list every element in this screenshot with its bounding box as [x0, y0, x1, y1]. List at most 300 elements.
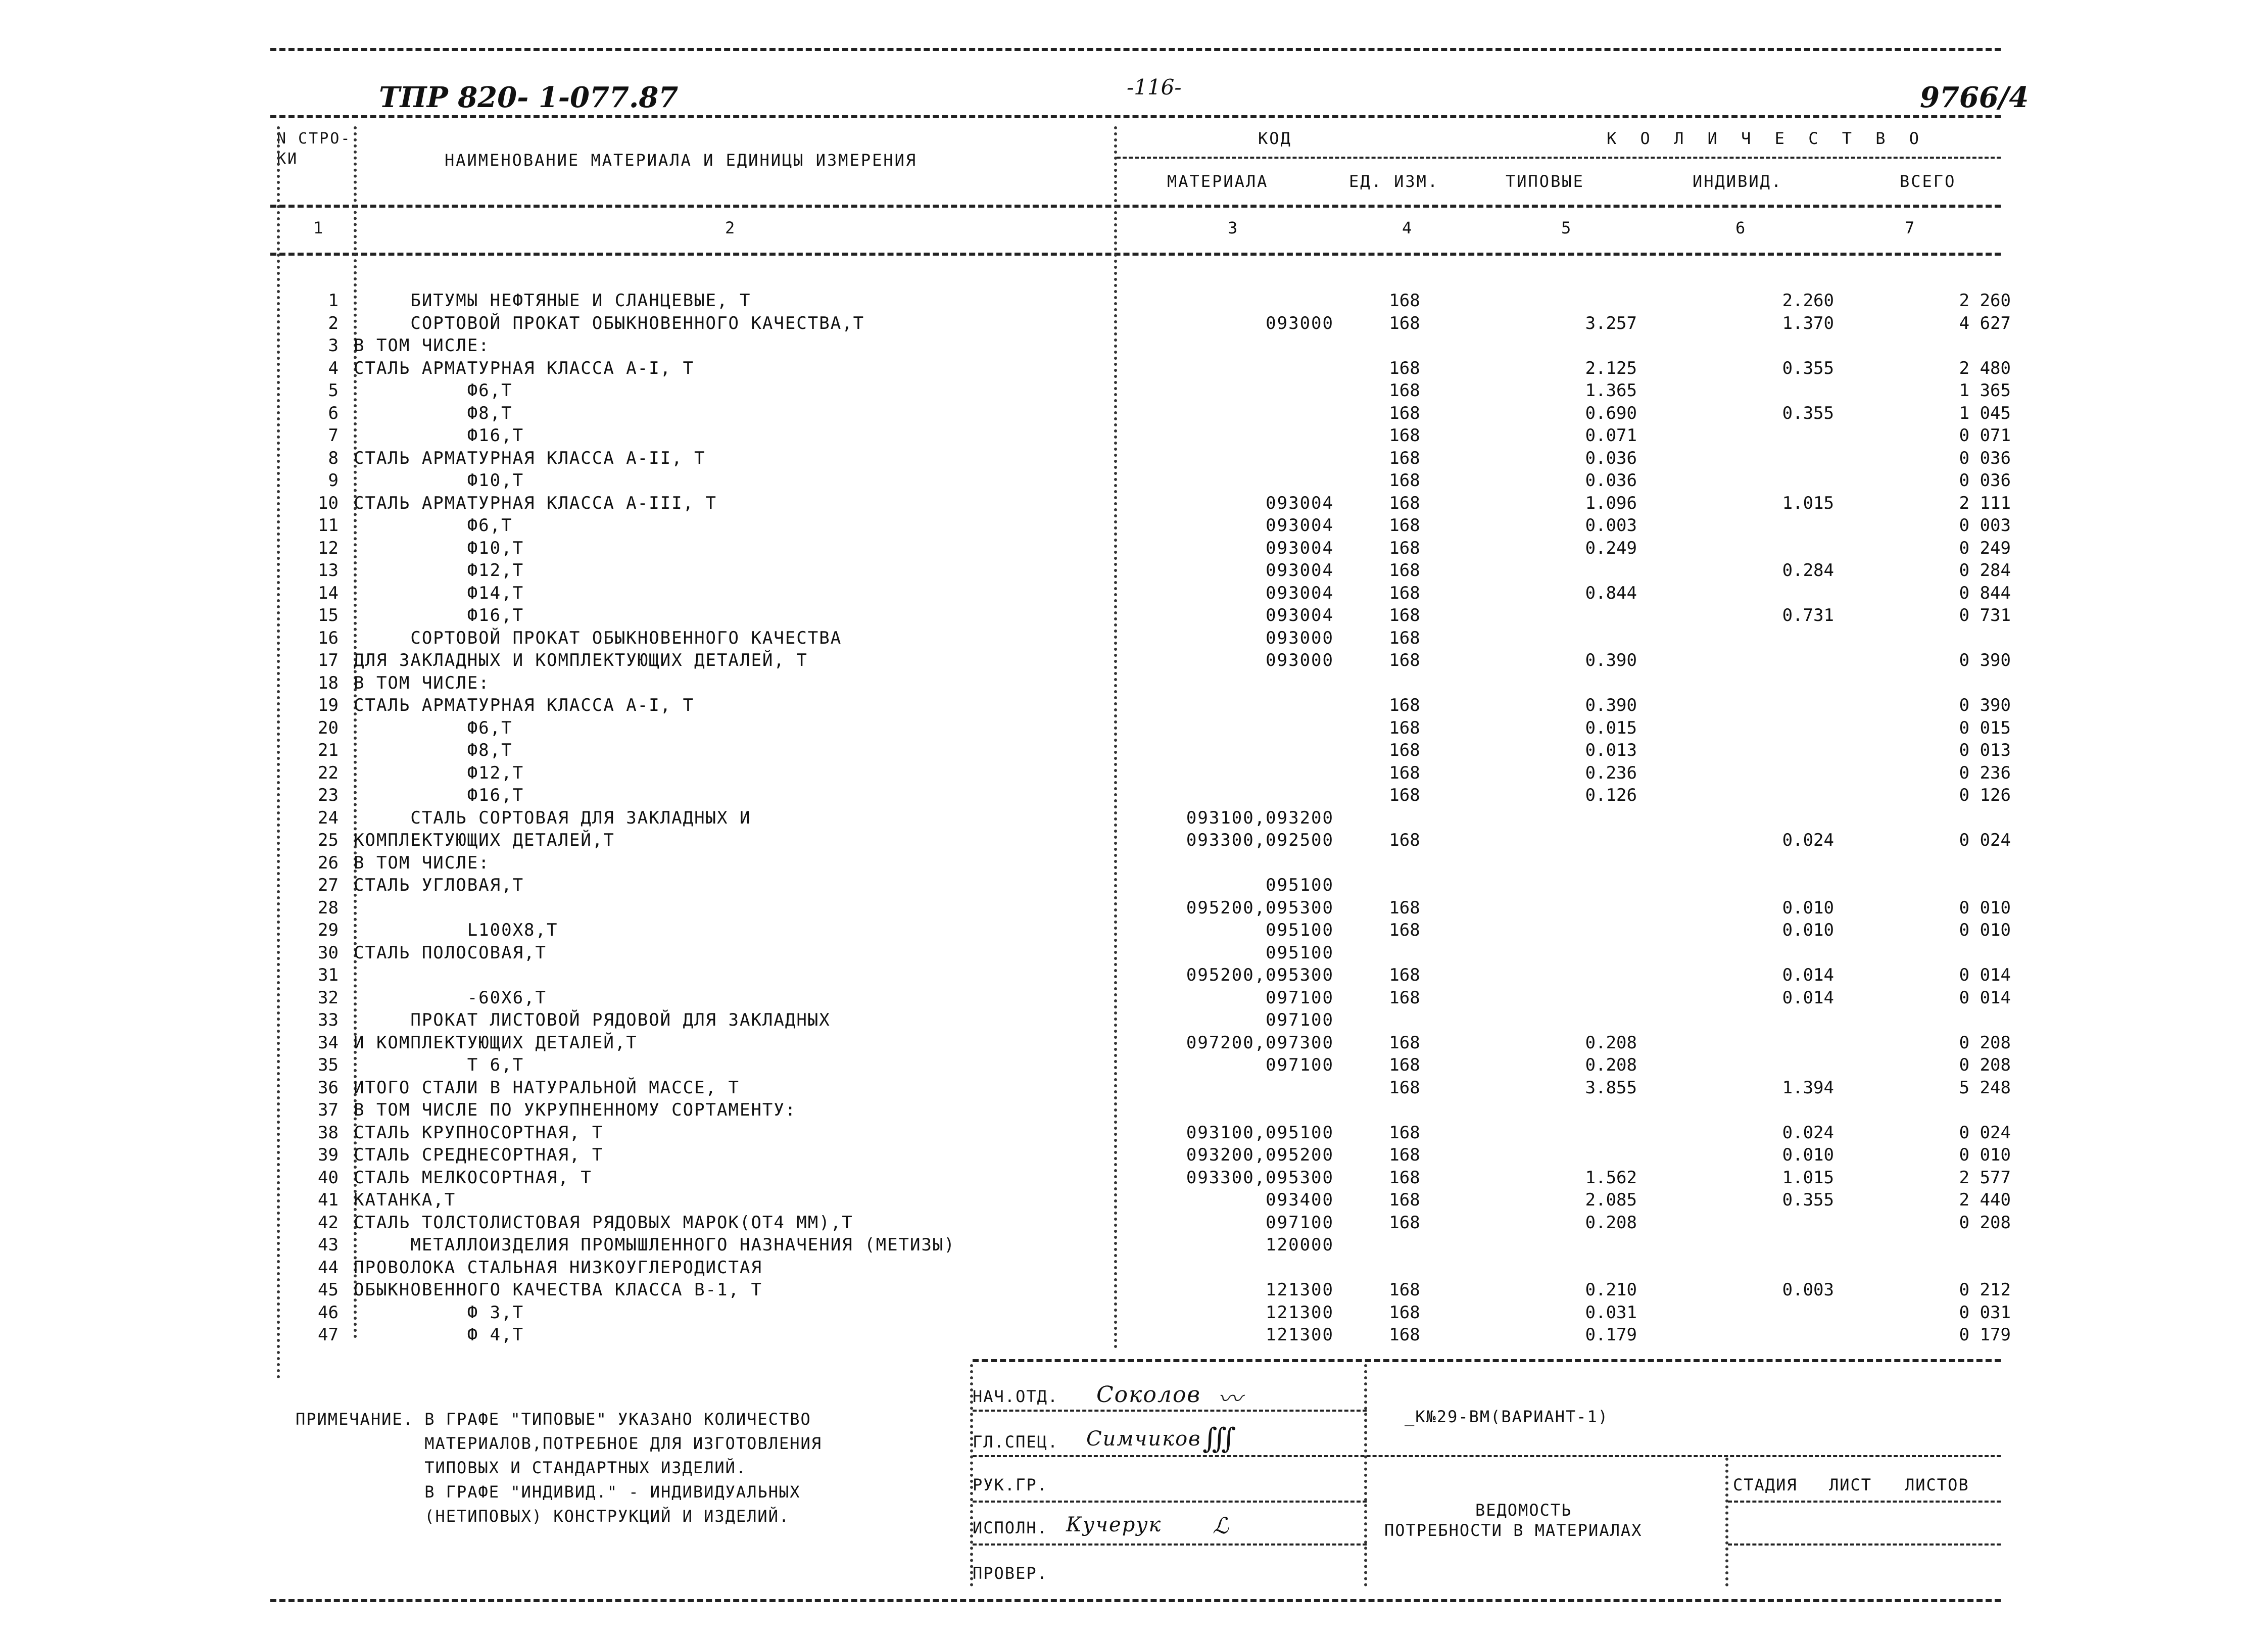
- sheets-label: ЛИСТОВ: [1905, 1475, 1969, 1494]
- material-name: Ф 4,Т: [354, 1325, 524, 1345]
- unit-code: 168: [1389, 1302, 1420, 1323]
- qty-total: 4 627: [1959, 313, 2011, 333]
- qty-total: 0 031: [1959, 1302, 2011, 1323]
- qty-total: 0 208: [1959, 1032, 2011, 1053]
- qty-total: 0 014: [1959, 987, 2011, 1008]
- material-name: СТАЛЬ АРМАТУРНАЯ КЛАССА А-III, Т: [354, 493, 717, 513]
- header-code-material: МАТЕРИАЛА: [1167, 172, 1269, 191]
- qty-typical: 2.125: [1585, 358, 1637, 378]
- table-row: [0, 1280, 2268, 1302]
- material-name: Ф6,Т: [354, 515, 513, 536]
- table-row: [0, 673, 2268, 695]
- row-number: 6: [328, 403, 339, 423]
- qty-total: 0 010: [1959, 920, 2011, 940]
- table-row: [0, 920, 2268, 942]
- qty-individual: 0.010: [1782, 920, 1834, 940]
- title-block-line: [973, 1501, 1367, 1503]
- qty-typical: 1.365: [1585, 380, 1637, 401]
- material-name: И КОМПЛЕКТУЮЩИХ ДЕТАЛЕЙ,Т: [354, 1032, 638, 1053]
- row-number: 44: [318, 1257, 339, 1278]
- table-row: [0, 628, 2268, 650]
- table-bottom-line: [973, 1359, 2001, 1362]
- qty-total: 0 024: [1959, 1122, 2011, 1143]
- title-block-divider: [1725, 1458, 1728, 1586]
- unit-code: 168: [1389, 515, 1420, 536]
- row-number: 40: [318, 1167, 339, 1188]
- signature-scribble: ℒ: [1213, 1513, 1230, 1539]
- material-name: СТАЛЬ АРМАТУРНАЯ КЛАССА А-I, Т: [354, 358, 695, 378]
- qty-individual: 0.355: [1782, 403, 1834, 423]
- table-row: [0, 988, 2268, 1010]
- row-number: 41: [318, 1190, 339, 1210]
- table-row: [0, 425, 2268, 448]
- qty-individual: 0.010: [1782, 1145, 1834, 1165]
- unit-code: 168: [1389, 403, 1420, 423]
- qty-total: 0 036: [1959, 470, 2011, 491]
- qty-typical: 0.036: [1585, 448, 1637, 468]
- unit-code: 168: [1389, 470, 1420, 491]
- table-row: [0, 1168, 2268, 1190]
- material-name: СТАЛЬ ПОЛОСОВАЯ,Т: [354, 942, 547, 963]
- top-dashed-line: [270, 48, 2001, 51]
- material-name: Ф8,Т: [354, 740, 513, 760]
- material-name: КАТАНКА,Т: [354, 1190, 456, 1210]
- qty-typical: 1.096: [1585, 493, 1637, 513]
- row-number: 38: [318, 1122, 339, 1143]
- qty-typical: 0.236: [1585, 762, 1637, 783]
- table-row: [0, 605, 2268, 628]
- qty-total: 0 015: [1959, 717, 2011, 738]
- material-code: 093004: [1266, 515, 1334, 536]
- row-number: 11: [318, 515, 339, 536]
- doc-title-line2: ПОТРЕБНОСТИ В МАТЕРИАЛАХ: [1384, 1521, 1643, 1540]
- column-number: 5: [1561, 218, 1571, 237]
- row-number: 12: [318, 538, 339, 558]
- unit-code: 168: [1389, 605, 1420, 625]
- signature-name: Кучерук: [1066, 1513, 1162, 1536]
- note-line: МАТЕРИАЛОВ,ПОТРЕБНОЕ ДЛЯ ИЗГОТОВЛЕНИЯ: [296, 1434, 823, 1453]
- row-number: 26: [318, 852, 339, 873]
- qty-total: 1 045: [1959, 403, 2011, 423]
- material-code: 093400: [1266, 1190, 1334, 1210]
- column-number: 1: [313, 218, 323, 237]
- role-checker: ПРОВЕР.: [973, 1564, 1048, 1583]
- material-code: 097100: [1266, 1010, 1334, 1030]
- qty-typical: 0.390: [1585, 650, 1637, 670]
- qty-individual: 0.024: [1782, 1122, 1834, 1143]
- qty-typical: 0.208: [1585, 1032, 1637, 1053]
- unit-code: 168: [1389, 830, 1420, 850]
- material-code: 095200,095300: [1186, 897, 1334, 918]
- qty-total: 0 284: [1959, 560, 2011, 581]
- unit-code: 168: [1389, 313, 1420, 333]
- material-code: 097100: [1266, 1055, 1334, 1075]
- stage-label: СТАДИЯ: [1733, 1475, 1798, 1494]
- table-row: [0, 335, 2268, 358]
- table-row: [0, 695, 2268, 717]
- material-name: ИТОГО СТАЛИ В НАТУРАЛЬНОЙ МАССЕ, Т: [354, 1077, 740, 1098]
- material-name: СТАЛЬ КРУПНОСОРТНАЯ, Т: [354, 1122, 604, 1143]
- qty-typical: 1.562: [1585, 1167, 1637, 1188]
- row-number: 2: [328, 313, 339, 333]
- header-name: НАИМЕНОВАНИЕ МАТЕРИАЛА И ЕДИНИЦЫ ИЗМЕРЕНИЯ: [445, 151, 918, 170]
- material-name: Ф8,Т: [354, 403, 513, 423]
- signature-scribble: 〰: [1218, 1385, 1243, 1413]
- table-row: [0, 785, 2268, 807]
- table-row: [0, 1055, 2268, 1077]
- qty-total: 0 013: [1959, 740, 2011, 760]
- unit-code: 168: [1389, 291, 1420, 311]
- unit-code: 168: [1389, 1325, 1420, 1345]
- qty-total: 0 010: [1959, 1145, 2011, 1165]
- table-row: [0, 583, 2268, 605]
- row-number: 35: [318, 1055, 339, 1075]
- role-executor: ИСПОЛН.: [973, 1518, 1048, 1537]
- qty-typical: 0.249: [1585, 538, 1637, 558]
- table-row: [0, 650, 2268, 672]
- material-code: 093300,095300: [1186, 1167, 1334, 1188]
- table-row: [0, 965, 2268, 987]
- row-number: 1: [328, 291, 339, 311]
- row-number: 4: [328, 358, 339, 378]
- row-number: 39: [318, 1145, 339, 1165]
- unit-code: 168: [1389, 1055, 1420, 1075]
- material-name: СТАЛЬ СОРТОВАЯ ДЛЯ ЗАКЛАДНЫХ И: [354, 807, 751, 828]
- table-row: [0, 313, 2268, 335]
- row-number: 10: [318, 493, 339, 513]
- table-row: [0, 740, 2268, 762]
- qty-total: 1 365: [1959, 380, 2011, 401]
- table-row: [0, 1302, 2268, 1325]
- qty-typical: 0.126: [1585, 785, 1637, 805]
- role-group-lead: РУК.ГР.: [973, 1475, 1048, 1494]
- qty-total: 0 179: [1959, 1325, 2011, 1345]
- qty-total: 0 003: [1959, 515, 2011, 536]
- row-number: 23: [318, 785, 339, 805]
- unit-code: 168: [1389, 740, 1420, 760]
- material-code: 097100: [1266, 987, 1334, 1008]
- material-code: 093004: [1266, 493, 1334, 513]
- qty-total: 2 440: [1959, 1190, 2011, 1210]
- qty-typical: 0.844: [1585, 583, 1637, 603]
- qty-typical: 3.855: [1585, 1077, 1637, 1098]
- table-row: [0, 898, 2268, 920]
- qty-individual: 0.731: [1782, 605, 1834, 625]
- qty-individual: 1.015: [1782, 1167, 1834, 1188]
- material-name: ПРОВОЛОКА СТАЛЬНАЯ НИЗКОУГЛЕРОДИСТАЯ: [354, 1257, 762, 1278]
- unit-code: 168: [1389, 1145, 1420, 1165]
- material-code: 093000: [1266, 313, 1334, 333]
- doc-code: ТПР 820- 1-077.87: [379, 81, 679, 114]
- unit-code: 168: [1389, 1212, 1420, 1233]
- row-number: 45: [318, 1280, 339, 1300]
- material-name: ДЛЯ ЗАКЛАДНЫХ И КОМПЛЕКТУЮЩИХ ДЕТАЛЕЙ, Т: [354, 650, 808, 670]
- material-code: 093004: [1266, 605, 1334, 625]
- unit-code: 168: [1389, 493, 1420, 513]
- unit-code: 168: [1389, 425, 1420, 446]
- qty-total: 5 248: [1959, 1077, 2011, 1098]
- row-number: 21: [318, 740, 339, 760]
- material-name: СОРТОВОЙ ПРОКАТ ОБЫКНОВЕННОГО КАЧЕСТВА,Т: [354, 313, 865, 333]
- material-name: Ф12,Т: [354, 560, 524, 581]
- unit-code: 168: [1389, 1190, 1420, 1210]
- row-number: 32: [318, 987, 339, 1008]
- row-number: 42: [318, 1212, 339, 1233]
- qty-individual: 0.355: [1782, 358, 1834, 378]
- table-row: [0, 448, 2268, 470]
- qty-typical: 0.390: [1585, 695, 1637, 715]
- doc-title-line1: ВЕДОМОСТЬ: [1475, 1501, 1572, 1520]
- row-number: 31: [318, 965, 339, 985]
- material-name: В ТОМ ЧИСЛЕ ПО УКРУПНЕННОМУ СОРТАМЕНТУ:: [354, 1100, 797, 1120]
- material-name: Ф16,Т: [354, 605, 524, 625]
- material-code: 093004: [1266, 538, 1334, 558]
- material-name: В ТОМ ЧИСЛЕ:: [354, 335, 490, 356]
- header-qty-typical: ТИПОВЫЕ: [1506, 172, 1584, 191]
- table-row: [0, 830, 2268, 852]
- material-code: 120000: [1266, 1235, 1334, 1255]
- header-mid-line: [1117, 157, 2001, 159]
- material-name: В ТОМ ЧИСЛЕ:: [354, 852, 490, 873]
- unit-code: 168: [1389, 897, 1420, 918]
- material-code: 093200,095200: [1186, 1145, 1334, 1165]
- material-name: БИТУМЫ НЕФТЯНЫЕ И СЛАНЦЕВЫЕ, Т: [354, 291, 751, 311]
- project-code: _К№29-ВМ(ВАРИАНТ-1): [1405, 1407, 1609, 1426]
- material-code: 095100: [1266, 920, 1334, 940]
- table-row: [0, 943, 2268, 965]
- page-bottom-line: [270, 1599, 2001, 1602]
- qty-typical: 0.003: [1585, 515, 1637, 536]
- qty-total: 0 731: [1959, 605, 2011, 625]
- row-number: 14: [318, 583, 339, 603]
- qty-typical: 0.208: [1585, 1055, 1637, 1075]
- unit-code: 168: [1389, 1122, 1420, 1143]
- material-code: 093100,093200: [1186, 807, 1334, 828]
- qty-total: 2 260: [1959, 291, 2011, 311]
- material-name: СТАЛЬ ТОЛСТОЛИСТОВАЯ РЯДОВЫХ МАРОК(ОТ4 ММ),Т: [354, 1212, 853, 1233]
- qty-typical: 0.179: [1585, 1325, 1637, 1345]
- material-name: В ТОМ ЧИСЛЕ:: [354, 672, 490, 693]
- material-name: ПРОКАТ ЛИСТОВОЙ РЯДОВОЙ ДЛЯ ЗАКЛАДНЫХ: [354, 1010, 831, 1030]
- unit-code: 168: [1389, 448, 1420, 468]
- unit-code: 168: [1389, 1280, 1420, 1300]
- unit-code: 168: [1389, 628, 1420, 648]
- qty-individual: 1.015: [1782, 493, 1834, 513]
- qty-total: 0 208: [1959, 1212, 2011, 1233]
- qty-total: 0 014: [1959, 965, 2011, 985]
- unit-code: 168: [1389, 987, 1420, 1008]
- table-row: [0, 763, 2268, 785]
- signature-name: Соколов: [1096, 1382, 1201, 1408]
- row-number: 18: [318, 672, 339, 693]
- qty-total: 0 024: [1959, 830, 2011, 850]
- qty-total: 2 577: [1959, 1167, 2011, 1188]
- qty-total: 0 071: [1959, 425, 2011, 446]
- material-code: 095200,095300: [1186, 965, 1334, 985]
- table-row: [0, 875, 2268, 897]
- column-number: 4: [1402, 218, 1412, 237]
- material-name: Ф12,Т: [354, 762, 524, 783]
- material-code: 093000: [1266, 650, 1334, 670]
- qty-total: 0 212: [1959, 1280, 2011, 1300]
- column-number: 6: [1735, 218, 1746, 237]
- row-number: 36: [318, 1077, 339, 1098]
- row-number: 33: [318, 1010, 339, 1030]
- row-number: 30: [318, 942, 339, 963]
- material-name: Ф 3,Т: [354, 1302, 524, 1323]
- note-line: ПРИМЕЧАНИЕ. В ГРАФЕ "ТИПОВЫЕ" УКАЗАНО КОЛИЧЕСТВО: [296, 1410, 811, 1429]
- unit-code: 168: [1389, 695, 1420, 715]
- table-row: [0, 493, 2268, 515]
- unit-code: 168: [1389, 965, 1420, 985]
- row-number: 7: [328, 425, 339, 446]
- qty-individual: 0.003: [1782, 1280, 1834, 1300]
- material-name: L100Х8,Т: [354, 920, 558, 940]
- title-block-line: [973, 1455, 2001, 1457]
- qty-total: 0 249: [1959, 538, 2011, 558]
- qty-individual: 0.284: [1782, 560, 1834, 581]
- row-number: 22: [318, 762, 339, 783]
- table-row: [0, 358, 2268, 380]
- table-row: [0, 1078, 2268, 1100]
- qty-typical: 3.257: [1585, 313, 1637, 333]
- table-row: [0, 515, 2268, 538]
- material-name: Ф14,Т: [354, 583, 524, 603]
- qty-total: 2 111: [1959, 493, 2011, 513]
- qty-individual: 2.260: [1782, 291, 1834, 311]
- table-row: [0, 1145, 2268, 1167]
- material-code: 093004: [1266, 583, 1334, 603]
- material-name: Ф10,Т: [354, 538, 524, 558]
- material-code: 093300,092500: [1186, 830, 1334, 850]
- table-row: [0, 403, 2268, 425]
- title-block-line: [1728, 1501, 2001, 1503]
- table-row: [0, 718, 2268, 740]
- material-code: 095100: [1266, 875, 1334, 895]
- material-name: Ф6,Т: [354, 380, 513, 401]
- qty-typical: 0.210: [1585, 1280, 1637, 1300]
- signature-scribble: ∭: [1202, 1422, 1237, 1455]
- qty-individual: 1.370: [1782, 313, 1834, 333]
- role-head-of-dept: НАЧ.ОТД.: [973, 1387, 1059, 1406]
- material-name: СОРТОВОЙ ПРОКАТ ОБЫКНОВЕННОГО КАЧЕСТВА: [354, 628, 842, 648]
- qty-individual: 1.394: [1782, 1077, 1834, 1098]
- qty-typical: 0.015: [1585, 717, 1637, 738]
- material-name: Ф10,Т: [354, 470, 524, 491]
- material-code: 121300: [1266, 1325, 1334, 1345]
- row-number: 29: [318, 920, 339, 940]
- table-row: [0, 1100, 2268, 1122]
- unit-code: 168: [1389, 1077, 1420, 1098]
- material-name: МЕТАЛЛОИЗДЕЛИЯ ПРОМЫШЛЕННОГО НАЗНАЧЕНИЯ (МЕТИЗЫ): [354, 1235, 955, 1255]
- column-number-bottom-line: [270, 253, 2001, 256]
- row-number: 28: [318, 897, 339, 918]
- unit-code: 168: [1389, 920, 1420, 940]
- qty-total: 0 010: [1959, 897, 2011, 918]
- qty-individual: 0.355: [1782, 1190, 1834, 1210]
- row-number: 34: [318, 1032, 339, 1053]
- unit-code: 168: [1389, 358, 1420, 378]
- qty-typical: 0.690: [1585, 403, 1637, 423]
- title-block-line: [973, 1410, 1367, 1412]
- qty-total: 0 844: [1959, 583, 2011, 603]
- material-name: СТАЛЬ СРЕДНЕСОРТНАЯ, Т: [354, 1145, 604, 1165]
- row-number: 25: [318, 830, 339, 850]
- material-code: 093000: [1266, 628, 1334, 648]
- row-number: 15: [318, 605, 339, 625]
- unit-code: 168: [1389, 762, 1420, 783]
- header-bottom-line: [270, 205, 2001, 208]
- qty-total: 0 036: [1959, 448, 2011, 468]
- sheet-label: ЛИСТ: [1829, 1475, 1872, 1494]
- material-name: ОБЫКНОВЕННОГО КАЧЕСТВА КЛАССА В-1, Т: [354, 1280, 762, 1300]
- table-row: [0, 380, 2268, 403]
- qty-typical: 2.085: [1585, 1190, 1637, 1210]
- material-name: СТАЛЬ УГЛОВАЯ,Т: [354, 875, 524, 895]
- qty-typical: 0.031: [1585, 1302, 1637, 1323]
- material-code: 121300: [1266, 1302, 1334, 1323]
- title-block-divider: [1364, 1364, 1367, 1586]
- row-number: 16: [318, 628, 339, 648]
- qty-individual: 0.024: [1782, 830, 1834, 850]
- title-block-line: [973, 1543, 1367, 1546]
- unit-code: 168: [1389, 583, 1420, 603]
- row-number: 24: [318, 807, 339, 828]
- material-code: 093100,095100: [1186, 1122, 1334, 1143]
- qty-total: 0 390: [1959, 695, 2011, 715]
- material-code: 095100: [1266, 942, 1334, 963]
- column-number: 2: [725, 218, 735, 237]
- qty-total: 0 208: [1959, 1055, 2011, 1075]
- material-code: 097100: [1266, 1212, 1334, 1233]
- unit-code: 168: [1389, 560, 1420, 581]
- table-row: [0, 1258, 2268, 1280]
- row-number: 9: [328, 470, 339, 491]
- table-row: [0, 538, 2268, 560]
- unit-code: 168: [1389, 650, 1420, 670]
- qty-typical: 0.036: [1585, 470, 1637, 491]
- material-code: 121300: [1266, 1280, 1334, 1300]
- header-row-no: N СТРО- КИ: [277, 130, 352, 168]
- qty-total: 0 236: [1959, 762, 2011, 783]
- unit-code: 168: [1389, 717, 1420, 738]
- material-name: Ф16,Т: [354, 425, 524, 446]
- material-code: 097200,097300: [1186, 1032, 1334, 1053]
- column-number: 7: [1905, 218, 1915, 237]
- table-row: [0, 1033, 2268, 1055]
- role-chief-specialist: ГЛ.СПЕЦ.: [973, 1432, 1059, 1452]
- table-row: [0, 1235, 2268, 1257]
- table-row: [0, 291, 2268, 313]
- qty-total: 2 480: [1959, 358, 2011, 378]
- qty-typical: 0.013: [1585, 740, 1637, 760]
- table-row: [0, 560, 2268, 583]
- header-code-unit: ЕД. ИЗМ.: [1349, 172, 1439, 191]
- table-row: [0, 808, 2268, 830]
- row-number: 3: [328, 335, 339, 356]
- qty-individual: 0.010: [1782, 897, 1834, 918]
- title-block-line: [1728, 1543, 2001, 1546]
- material-name: Т 6,Т: [354, 1055, 524, 1075]
- qty-typical: 0.071: [1585, 425, 1637, 446]
- qty-typical: 0.208: [1585, 1212, 1637, 1233]
- row-number: 13: [318, 560, 339, 581]
- qty-individual: 0.014: [1782, 987, 1834, 1008]
- title-block-divider: [970, 1364, 973, 1586]
- row-number: 5: [328, 380, 339, 401]
- header-code-group: КОД: [1258, 129, 1292, 148]
- unit-code: 168: [1389, 538, 1420, 558]
